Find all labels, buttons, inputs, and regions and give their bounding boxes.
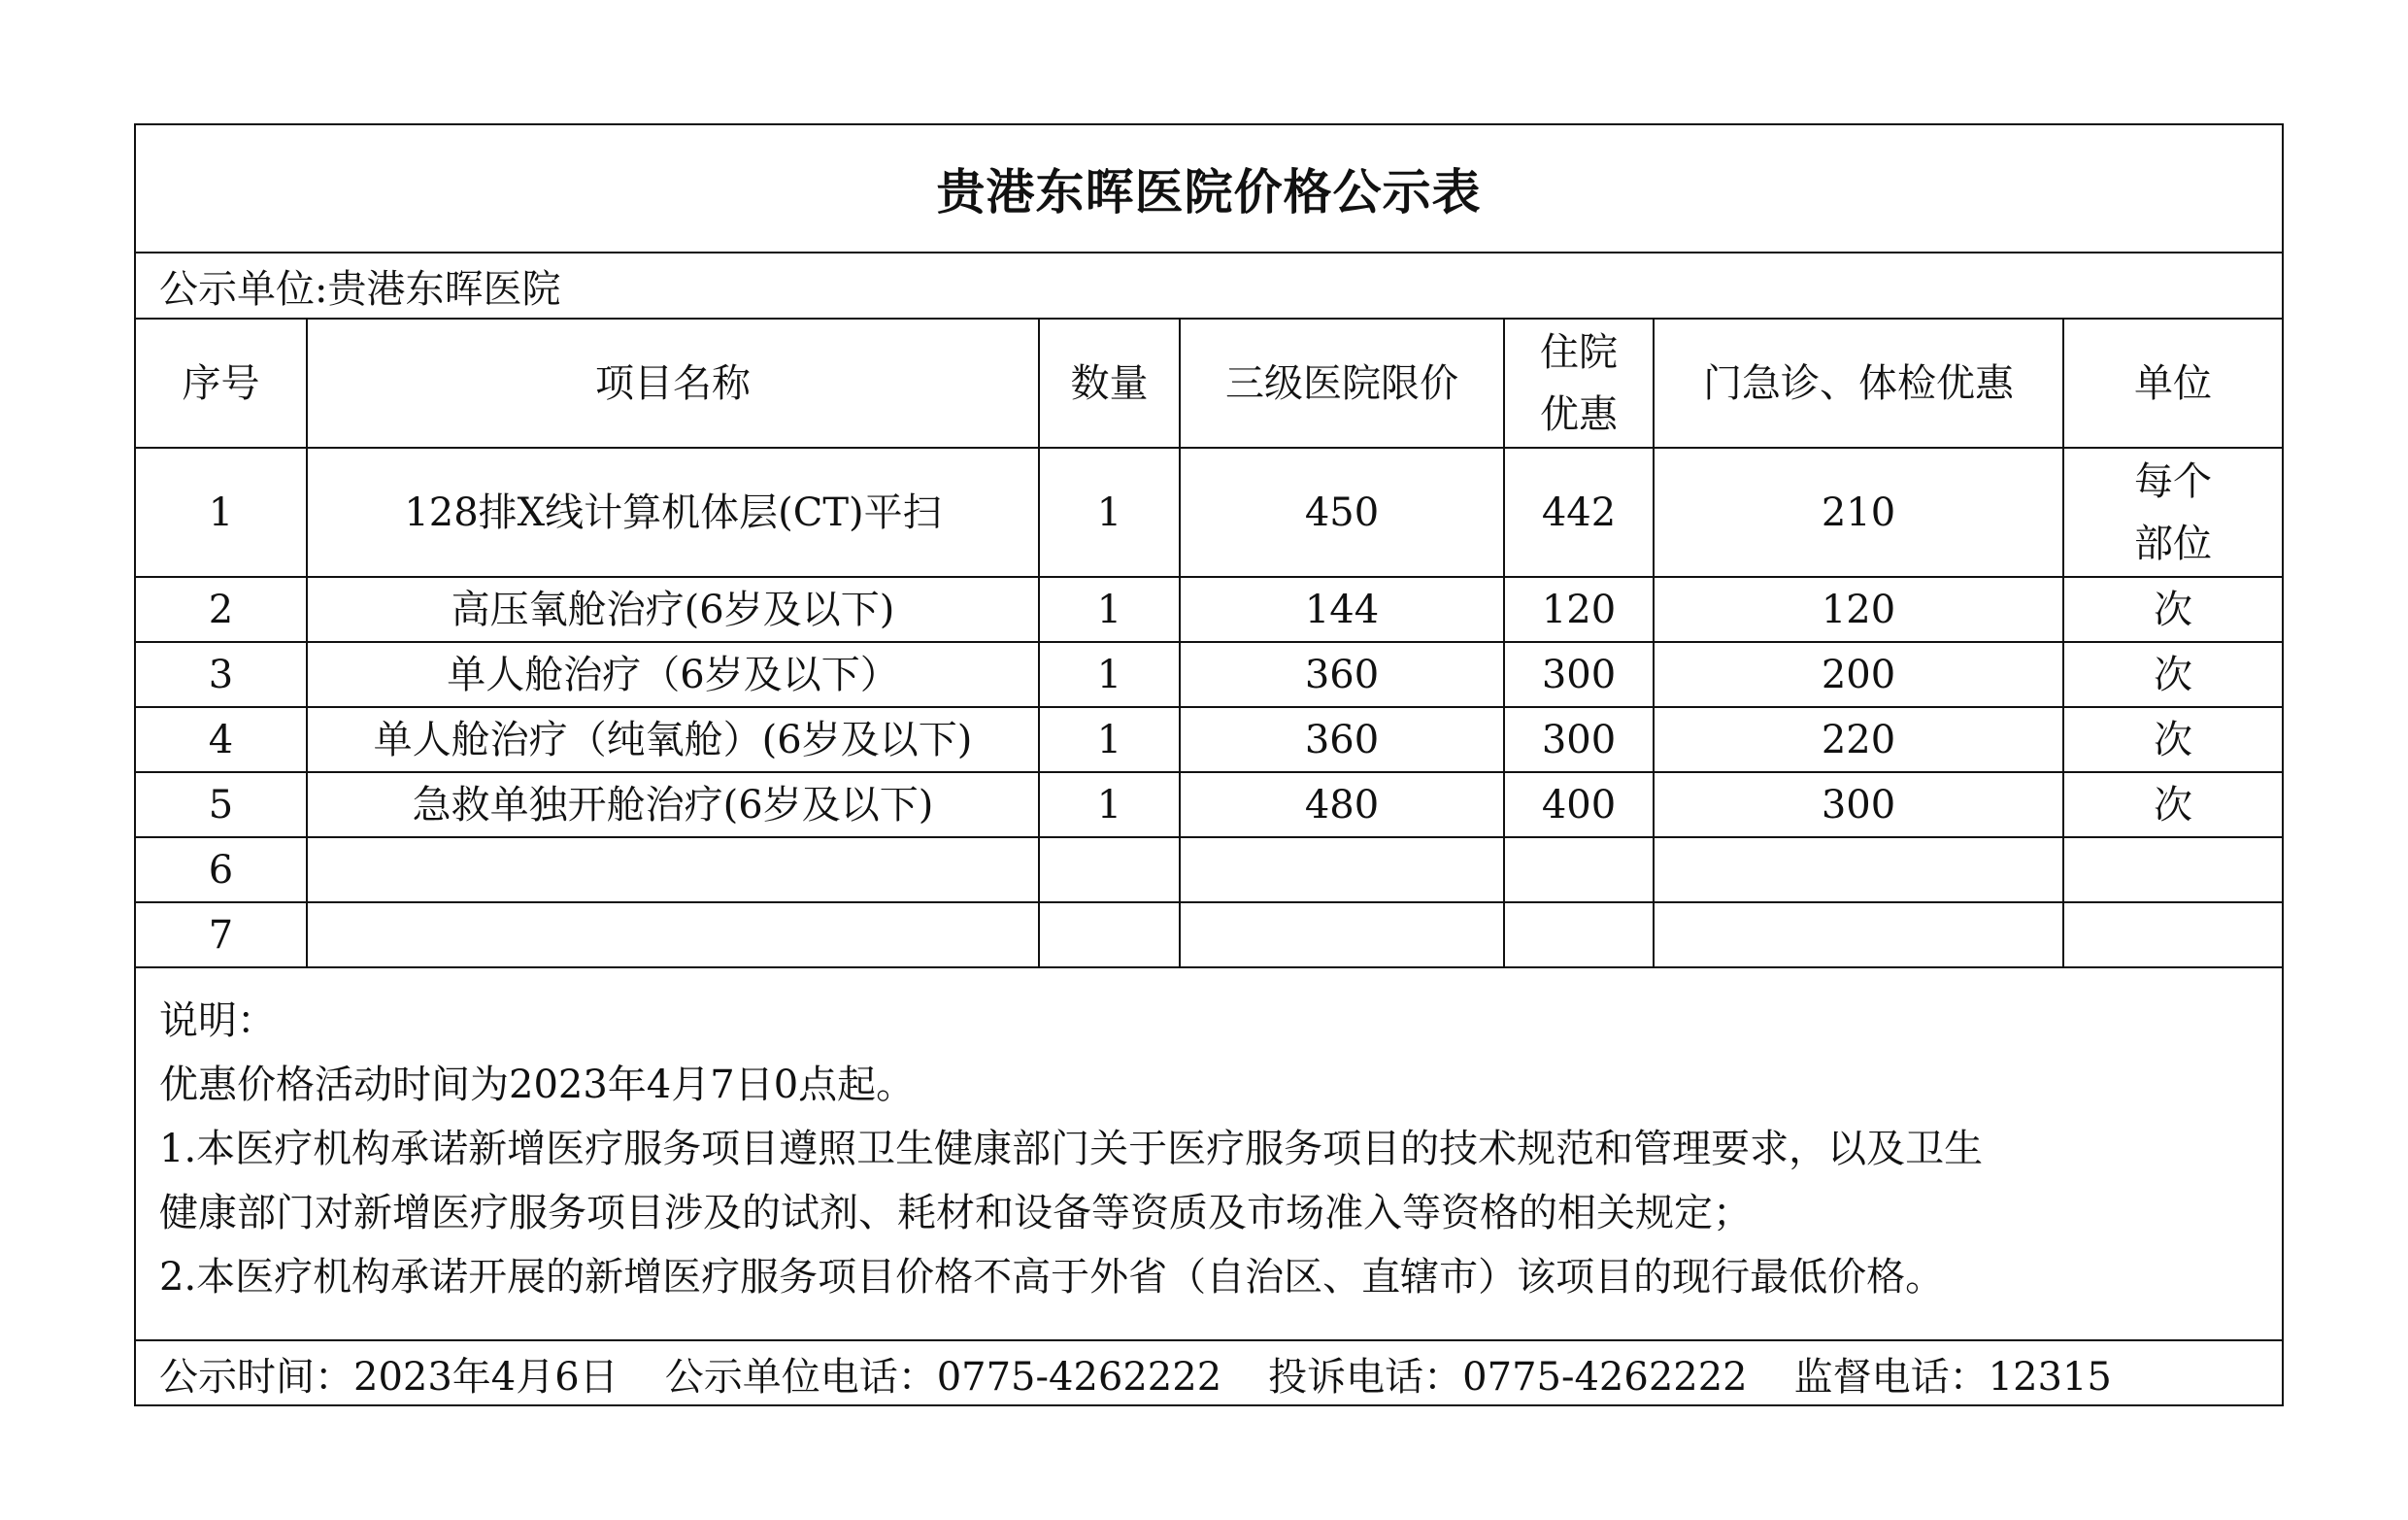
cell-seq: 6 xyxy=(136,837,307,902)
cell-limit xyxy=(1180,902,1504,967)
cell-qty: 1 xyxy=(1039,707,1180,772)
notes-line: 健康部门对新增医疗服务项目涉及的试剂、耗材和设备等资质及市场准入等资格的相关规定； xyxy=(159,1191,1752,1235)
table-row xyxy=(136,902,2282,967)
cell-inpatient: 300 xyxy=(1504,707,1654,772)
cell-limit: 144 xyxy=(1180,577,1504,642)
issuer-phone: 公示单位电话：0775-4262222 xyxy=(664,1355,1222,1400)
cell-name: 单人舱治疗（6岁及以下） xyxy=(307,642,1039,707)
cell-name: 急救单独开舱治疗(6岁及以下) xyxy=(307,772,1039,837)
cell-seq: 2 xyxy=(136,577,307,642)
cell-name xyxy=(307,902,1039,967)
cell-inpatient: 442 xyxy=(1504,448,1654,577)
cell-inpatient xyxy=(1504,837,1654,902)
cell-unit: 次 xyxy=(2063,772,2282,837)
cell-name: 128排X线计算机体层(CT)平扫 xyxy=(307,448,1039,577)
cell-unit: 次 xyxy=(2063,707,2282,772)
issuer-row xyxy=(136,253,2282,320)
cell-limit: 360 xyxy=(1180,707,1504,772)
header-name: 项目名称 xyxy=(307,320,1039,448)
header-inpatient-line2: 优惠 xyxy=(1540,391,1618,437)
cell-outpatient: 300 xyxy=(1654,772,2063,837)
table-row xyxy=(136,837,2282,902)
price-notice-sheet xyxy=(134,123,2284,1406)
notes-heading: 说明： xyxy=(159,998,276,1043)
table-header-row xyxy=(136,320,2282,448)
cell-qty: 1 xyxy=(1039,448,1180,577)
notes-line: 1.本医疗机构承诺新增医疗服务项目遵照卫生健康部门关于医疗服务项目的技术规范和管理要求，以及卫生 xyxy=(159,1127,1984,1171)
cell-seq: 5 xyxy=(136,772,307,837)
notes-line: 2.本医疗机构承诺开展的新增医疗服务项目价格不高于外省（自治区、直辖市）该项目的现行最低价格。 xyxy=(159,1255,1945,1300)
cell-outpatient: 210 xyxy=(1654,448,2063,577)
cell-seq: 4 xyxy=(136,707,307,772)
cell-qty: 1 xyxy=(1039,577,1180,642)
table-row xyxy=(136,642,2282,707)
page-title: 贵港东晖医院价格公示表 xyxy=(936,164,1482,220)
header-inpatient-line1: 住院 xyxy=(1540,329,1618,375)
cell-unit: 次 xyxy=(2063,577,2282,642)
header-qty: 数量 xyxy=(1039,320,1180,448)
supervision-phone: 监督电话：12315 xyxy=(1793,1355,2112,1400)
cell-unit xyxy=(2063,837,2282,902)
cell-outpatient xyxy=(1654,902,2063,967)
cell-limit xyxy=(1180,837,1504,902)
price-table xyxy=(136,320,2282,968)
header-outpatient: 门急诊、体检优惠 xyxy=(1654,320,2063,448)
notes-line: 优惠价格活动时间为2023年4月7日0点起。 xyxy=(159,1063,916,1107)
footer-row xyxy=(136,1341,2282,1406)
cell-limit: 360 xyxy=(1180,642,1504,707)
cell-qty xyxy=(1039,902,1180,967)
cell-qty: 1 xyxy=(1039,772,1180,837)
cell-inpatient: 120 xyxy=(1504,577,1654,642)
issuer-label: 公示单位:贵港东晖医院 xyxy=(159,266,561,312)
cell-unit-line2: 部位 xyxy=(2134,521,2212,566)
cell-inpatient: 400 xyxy=(1504,772,1654,837)
cell-limit: 450 xyxy=(1180,448,1504,577)
cell-name: 高压氧舱治疗(6岁及以下) xyxy=(307,577,1039,642)
cell-limit: 480 xyxy=(1180,772,1504,837)
cell-outpatient: 200 xyxy=(1654,642,2063,707)
cell-inpatient: 300 xyxy=(1504,642,1654,707)
cell-inpatient xyxy=(1504,902,1654,967)
cell-seq: 3 xyxy=(136,642,307,707)
table-row xyxy=(136,772,2282,837)
complaint-phone: 投诉电话：0775-4262222 xyxy=(1268,1355,1748,1400)
cell-unit: 次 xyxy=(2063,642,2282,707)
table-row xyxy=(136,448,2282,577)
cell-name: 单人舱治疗（纯氧舱）(6岁及以下) xyxy=(307,707,1039,772)
header-limit: 三级医院限价 xyxy=(1180,320,1504,448)
cell-unit-line1: 每个 xyxy=(2134,458,2212,504)
table-row xyxy=(136,577,2282,642)
cell-qty: 1 xyxy=(1039,642,1180,707)
cell-outpatient: 120 xyxy=(1654,577,2063,642)
cell-unit xyxy=(2063,448,2282,577)
cell-name xyxy=(307,837,1039,902)
notes-section xyxy=(136,969,2282,1341)
header-inpatient xyxy=(1504,320,1654,448)
header-seq: 序号 xyxy=(136,320,307,448)
cell-outpatient: 220 xyxy=(1654,707,2063,772)
cell-seq: 1 xyxy=(136,448,307,577)
cell-seq: 7 xyxy=(136,902,307,967)
cell-unit xyxy=(2063,902,2282,967)
publish-time: 公示时间：2023年4月6日 xyxy=(159,1355,619,1400)
cell-qty xyxy=(1039,837,1180,902)
cell-outpatient xyxy=(1654,837,2063,902)
title-row xyxy=(136,125,2282,253)
header-unit: 单位 xyxy=(2063,320,2282,448)
table-row xyxy=(136,707,2282,772)
